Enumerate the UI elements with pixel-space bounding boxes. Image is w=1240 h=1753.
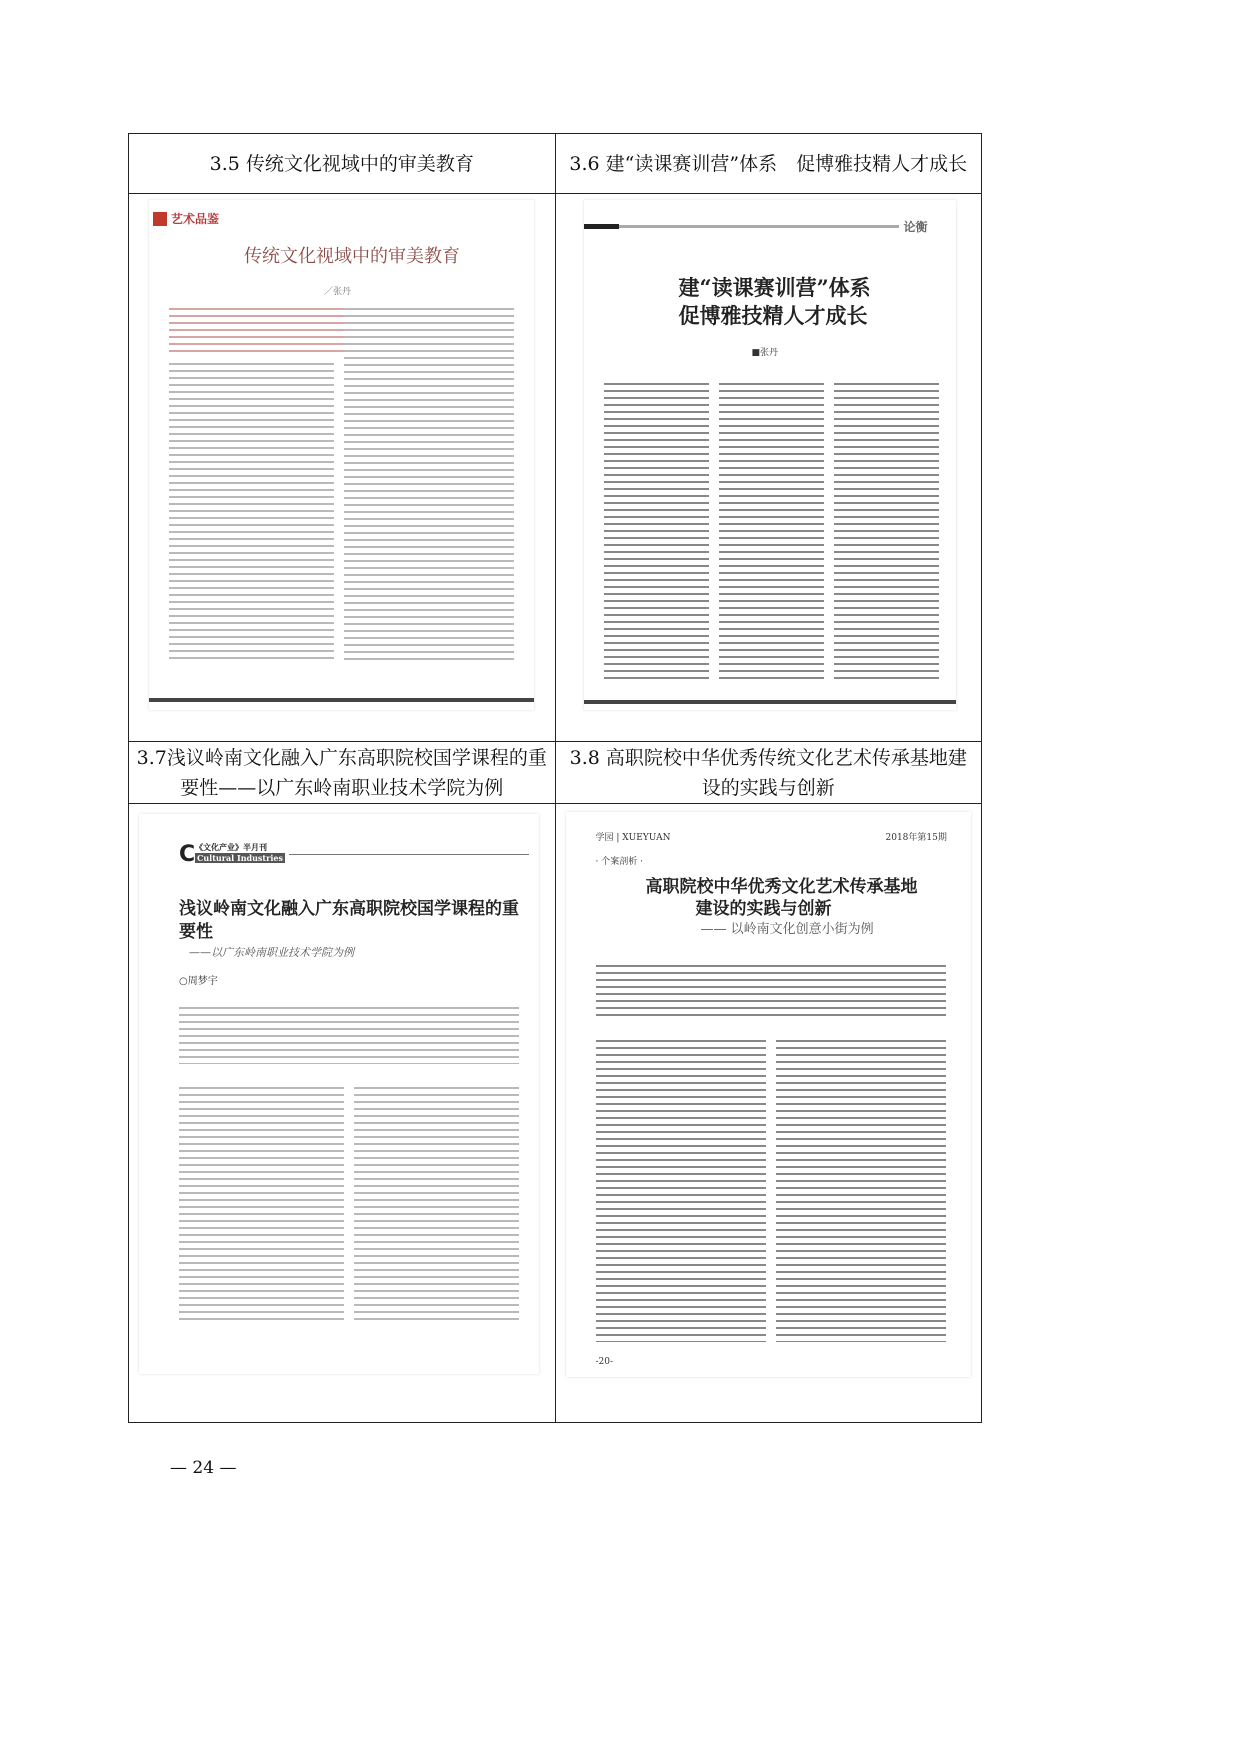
cell-heading-3-5: 3.5 传统文化视域中的审美教育 bbox=[129, 134, 556, 194]
article-subtitle: —— 以岭南文化创意小街为例 bbox=[700, 922, 874, 937]
text-column-3 bbox=[834, 380, 939, 680]
article-table bbox=[128, 133, 982, 1423]
article-subtitle: ——以广东岭南职业技术学院为例 bbox=[189, 946, 354, 959]
text-column-right bbox=[776, 1037, 946, 1342]
abstract-block bbox=[596, 962, 946, 1017]
article-image-3-6 bbox=[555, 194, 982, 742]
cell-heading-3-6: 3.6 建“读课赛训营”体系 促博雅技精人才成长 bbox=[555, 134, 982, 194]
article-image-3-7 bbox=[129, 804, 556, 1423]
journal-name-en: Cultural Industries bbox=[197, 853, 283, 863]
header-bar bbox=[619, 225, 899, 228]
article-page-number: -20- bbox=[595, 1357, 614, 1367]
abstract-block bbox=[179, 1004, 519, 1064]
article-scan bbox=[566, 812, 971, 1377]
footer-bar bbox=[149, 698, 534, 702]
header-rule bbox=[289, 854, 529, 855]
article-image-3-5 bbox=[129, 194, 556, 742]
page-number: — 24 — bbox=[170, 1458, 237, 1478]
section-label: 论衡 bbox=[903, 220, 928, 234]
cell-heading-3-8: 3.8 高职院校中华优秀传统文化艺术传承基地建设的实践与创新 bbox=[555, 742, 982, 804]
article-title-line2: 要性 bbox=[179, 922, 213, 942]
issue-label: 2018年第15期 bbox=[885, 833, 947, 843]
text-column-1 bbox=[604, 380, 709, 680]
journal-name: 《文化产业》半月刊 bbox=[195, 842, 267, 852]
article-image-3-8 bbox=[555, 804, 982, 1423]
text-column-left bbox=[169, 360, 334, 660]
article-title-line2: 建设的实践与创新 bbox=[695, 899, 832, 919]
article-title-line1: 建“读课赛训营”体系 bbox=[678, 275, 871, 300]
article-title-line2: 促博雅技精人才成长 bbox=[678, 303, 868, 328]
cell-heading-3-7: 3.7浅议岭南文化融入广东高职院校国学课程的重要性——以广东岭南职业技术学院为例 bbox=[129, 742, 556, 804]
text-column-left bbox=[596, 1037, 766, 1342]
article-scan: C 《文化产业》半月刊 Cultural Industries 浅议岭南文化融入广东高职院校国学课程的重 要性 ——以广东岭南职业技术学院为例 ○周梦宇 bbox=[139, 814, 539, 1374]
article-title-line1: 浅议岭南文化融入广东高职院校国学课程的重 bbox=[179, 899, 519, 919]
text-column-right bbox=[354, 1084, 519, 1324]
journal-logo-icon bbox=[153, 212, 167, 226]
article-scan bbox=[149, 200, 534, 710]
article-author: ■张丹 bbox=[751, 348, 779, 358]
text-column-2 bbox=[719, 380, 824, 680]
journal-name: 艺术品鉴 bbox=[171, 212, 220, 226]
column-label: · 个案剖析 · bbox=[595, 857, 643, 867]
article-title: 传统文化视域中的审美教育 bbox=[244, 246, 460, 267]
footer-bar bbox=[584, 700, 956, 704]
text-column-left bbox=[179, 1084, 344, 1324]
header-bar-dark bbox=[584, 224, 619, 229]
article-title-line1: 高职院校中华优秀文化艺术传承基地 bbox=[645, 877, 918, 897]
article-author: ／张丹 bbox=[324, 287, 352, 297]
article-author: ○周梦宇 bbox=[179, 976, 218, 987]
journal-name: 学园 | XUEYUAN bbox=[595, 833, 671, 843]
article-scan bbox=[584, 200, 956, 710]
text-column-right bbox=[344, 305, 514, 660]
